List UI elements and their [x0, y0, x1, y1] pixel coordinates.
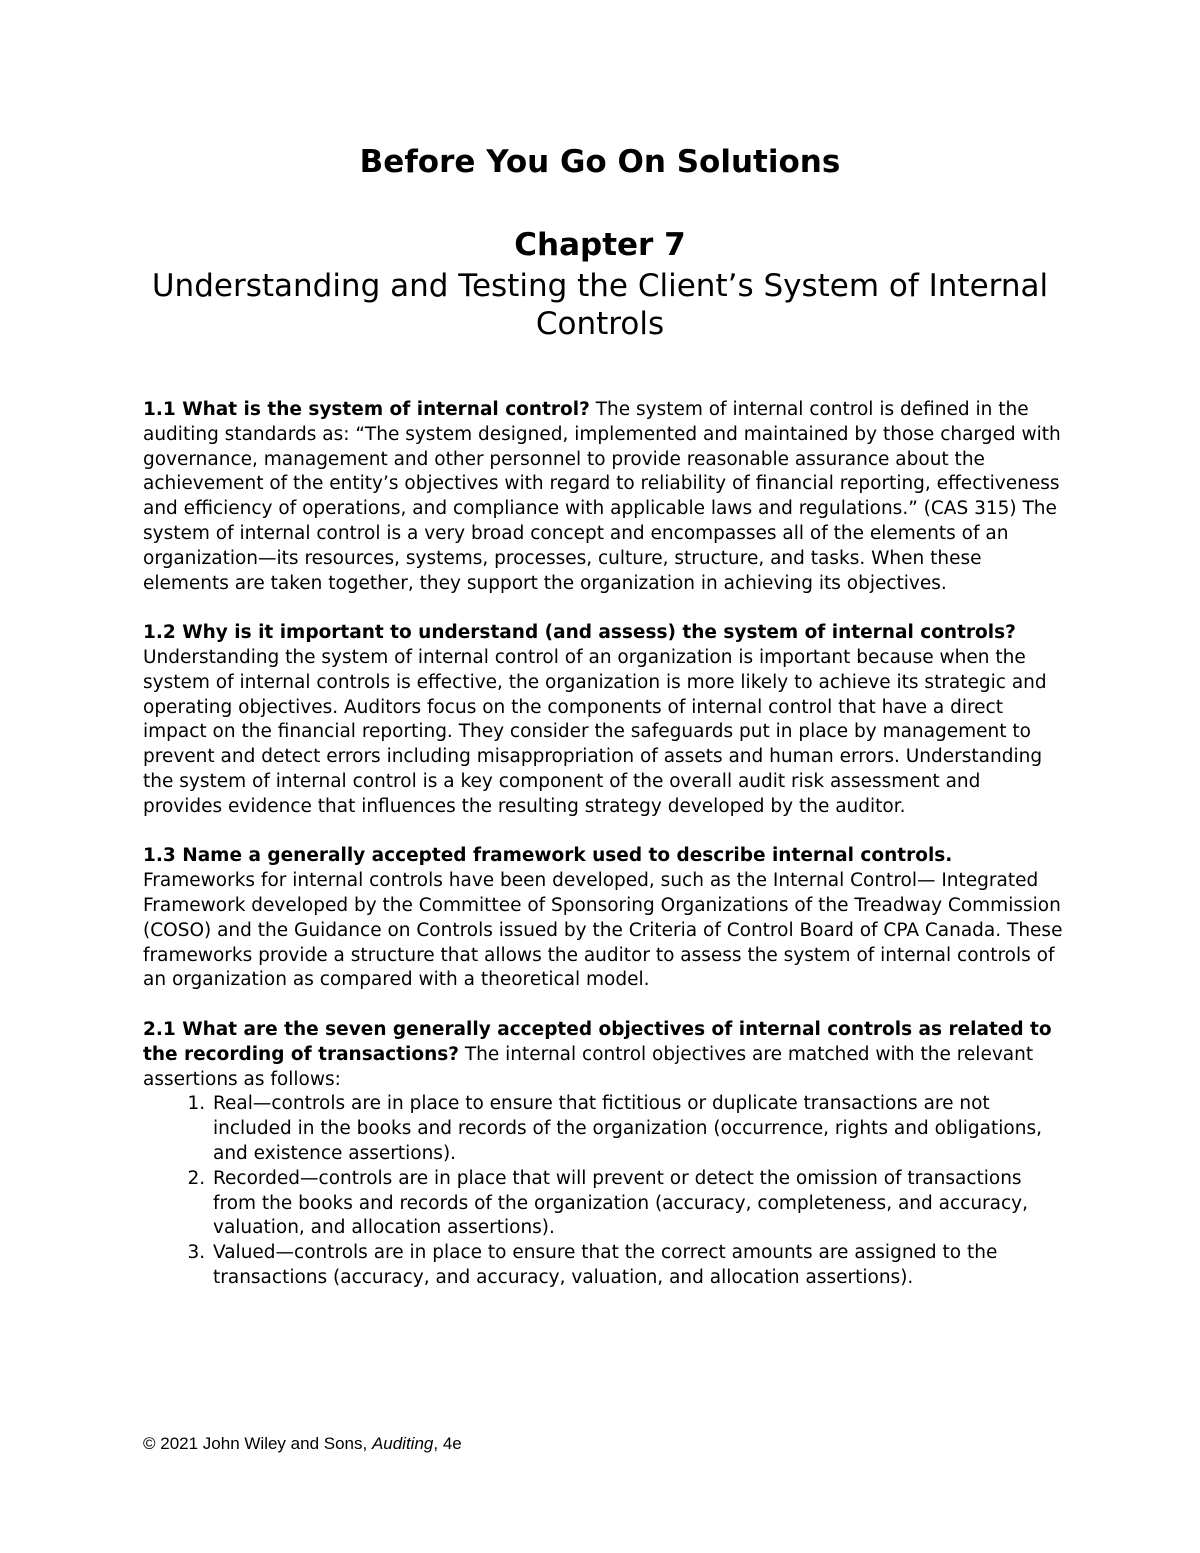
chapter-heading: Chapter 7	[514, 227, 686, 263]
question-heading: 1.1 What is the system of internal control?	[143, 399, 590, 420]
chapter-subtitle: Understanding and Testing the Client’s System of Internal Controls	[151, 268, 1049, 342]
section-1-3	[143, 844, 1063, 993]
footer-book-title: Auditing	[371, 1434, 434, 1453]
section-1-1	[143, 398, 1063, 596]
objectives-list	[143, 1092, 1063, 1290]
section-2-1	[143, 1018, 1063, 1291]
list-item: 3. Valued—controls are in place to ensure that the correct amounts are assigned to the transactions (accuracy, and accuracy, valuation, and allocation assertions).	[211, 1241, 1063, 1291]
document-body	[143, 398, 1063, 1291]
answer-text: The internal control objectives are matched with the relevant assertions as follows:	[143, 1043, 1034, 1090]
page-footer	[143, 1432, 1043, 1456]
section-1-2	[143, 621, 1063, 819]
document-title: Before You Go On Solutions	[359, 144, 841, 180]
list-item: 2. Recorded—controls are in place that will prevent or detect the omission of transactions from the books and records of the organization (accuracy, completeness, and accuracy, valuation, and allocation assertions).	[211, 1167, 1063, 1241]
footer-edition: , 4e	[433, 1434, 462, 1453]
question-heading: 1.2 Why is it important to understand (and assess) the system of internal controls?	[143, 622, 1016, 644]
answer-text: Understanding the system of internal control of an organization is important because when the system of internal controls is effective, the organization is more likely to achieve its strategic and operating objectives. Auditors focus on the components of internal control that have a direct impact on the financial reporting. They consider the safeguards put in place by management to prevent and detect errors including misappropriation of assets and human errors. Understanding the system of internal control is a key component of the overall audit risk assessment and provides evidence that influences the resulting strategy developed by the auditor.	[143, 646, 1047, 817]
list-item: 1. Real—controls are in place to ensure that fictitious or duplicate transactions are not included in the books and records of the organization (occurrence, rights and obligations, and existence assertions).	[211, 1092, 1063, 1166]
question-heading: 2.1 What are the seven generally accepted objectives of internal controls as related to the recording of transactions?	[143, 1018, 1052, 1065]
answer-text: Frameworks for internal controls have been developed, such as the Internal Control— Integrated Framework developed by the Committee of Sponsoring Organizations of the Treadway Commission (COSO) and the Guidance on Controls issued by the Criteria of Control Board of CPA Canada. These frameworks provide a structure that allows the auditor to assess the system of internal controls of an organization as compared with a theoretical model.	[143, 870, 1063, 991]
answer-text: The system of internal control is defined in the auditing standards as: “The system designed, implemented and maintained by those charged with governance, management and other personnel to provide reasonable assurance about the achievement of the entity’s objectives with regard to reliability of financial reporting, effectiveness and efficiency of operations, and compliance with applicable laws and regulations.” (CAS 315) The system of internal control is a very broad concept and encompasses all of the elements of an organization—its resources, systems, processes, culture, structure, and tasks. When these elements are taken together, they support the organization in achieving its objectives.	[143, 399, 1061, 594]
question-heading: 1.3 Name a generally accepted framework used to describe internal controls.	[143, 845, 953, 867]
footer-copyright: © 2021 John Wiley and Sons,	[143, 1434, 372, 1453]
section-2-1-intro	[143, 1018, 1063, 1092]
